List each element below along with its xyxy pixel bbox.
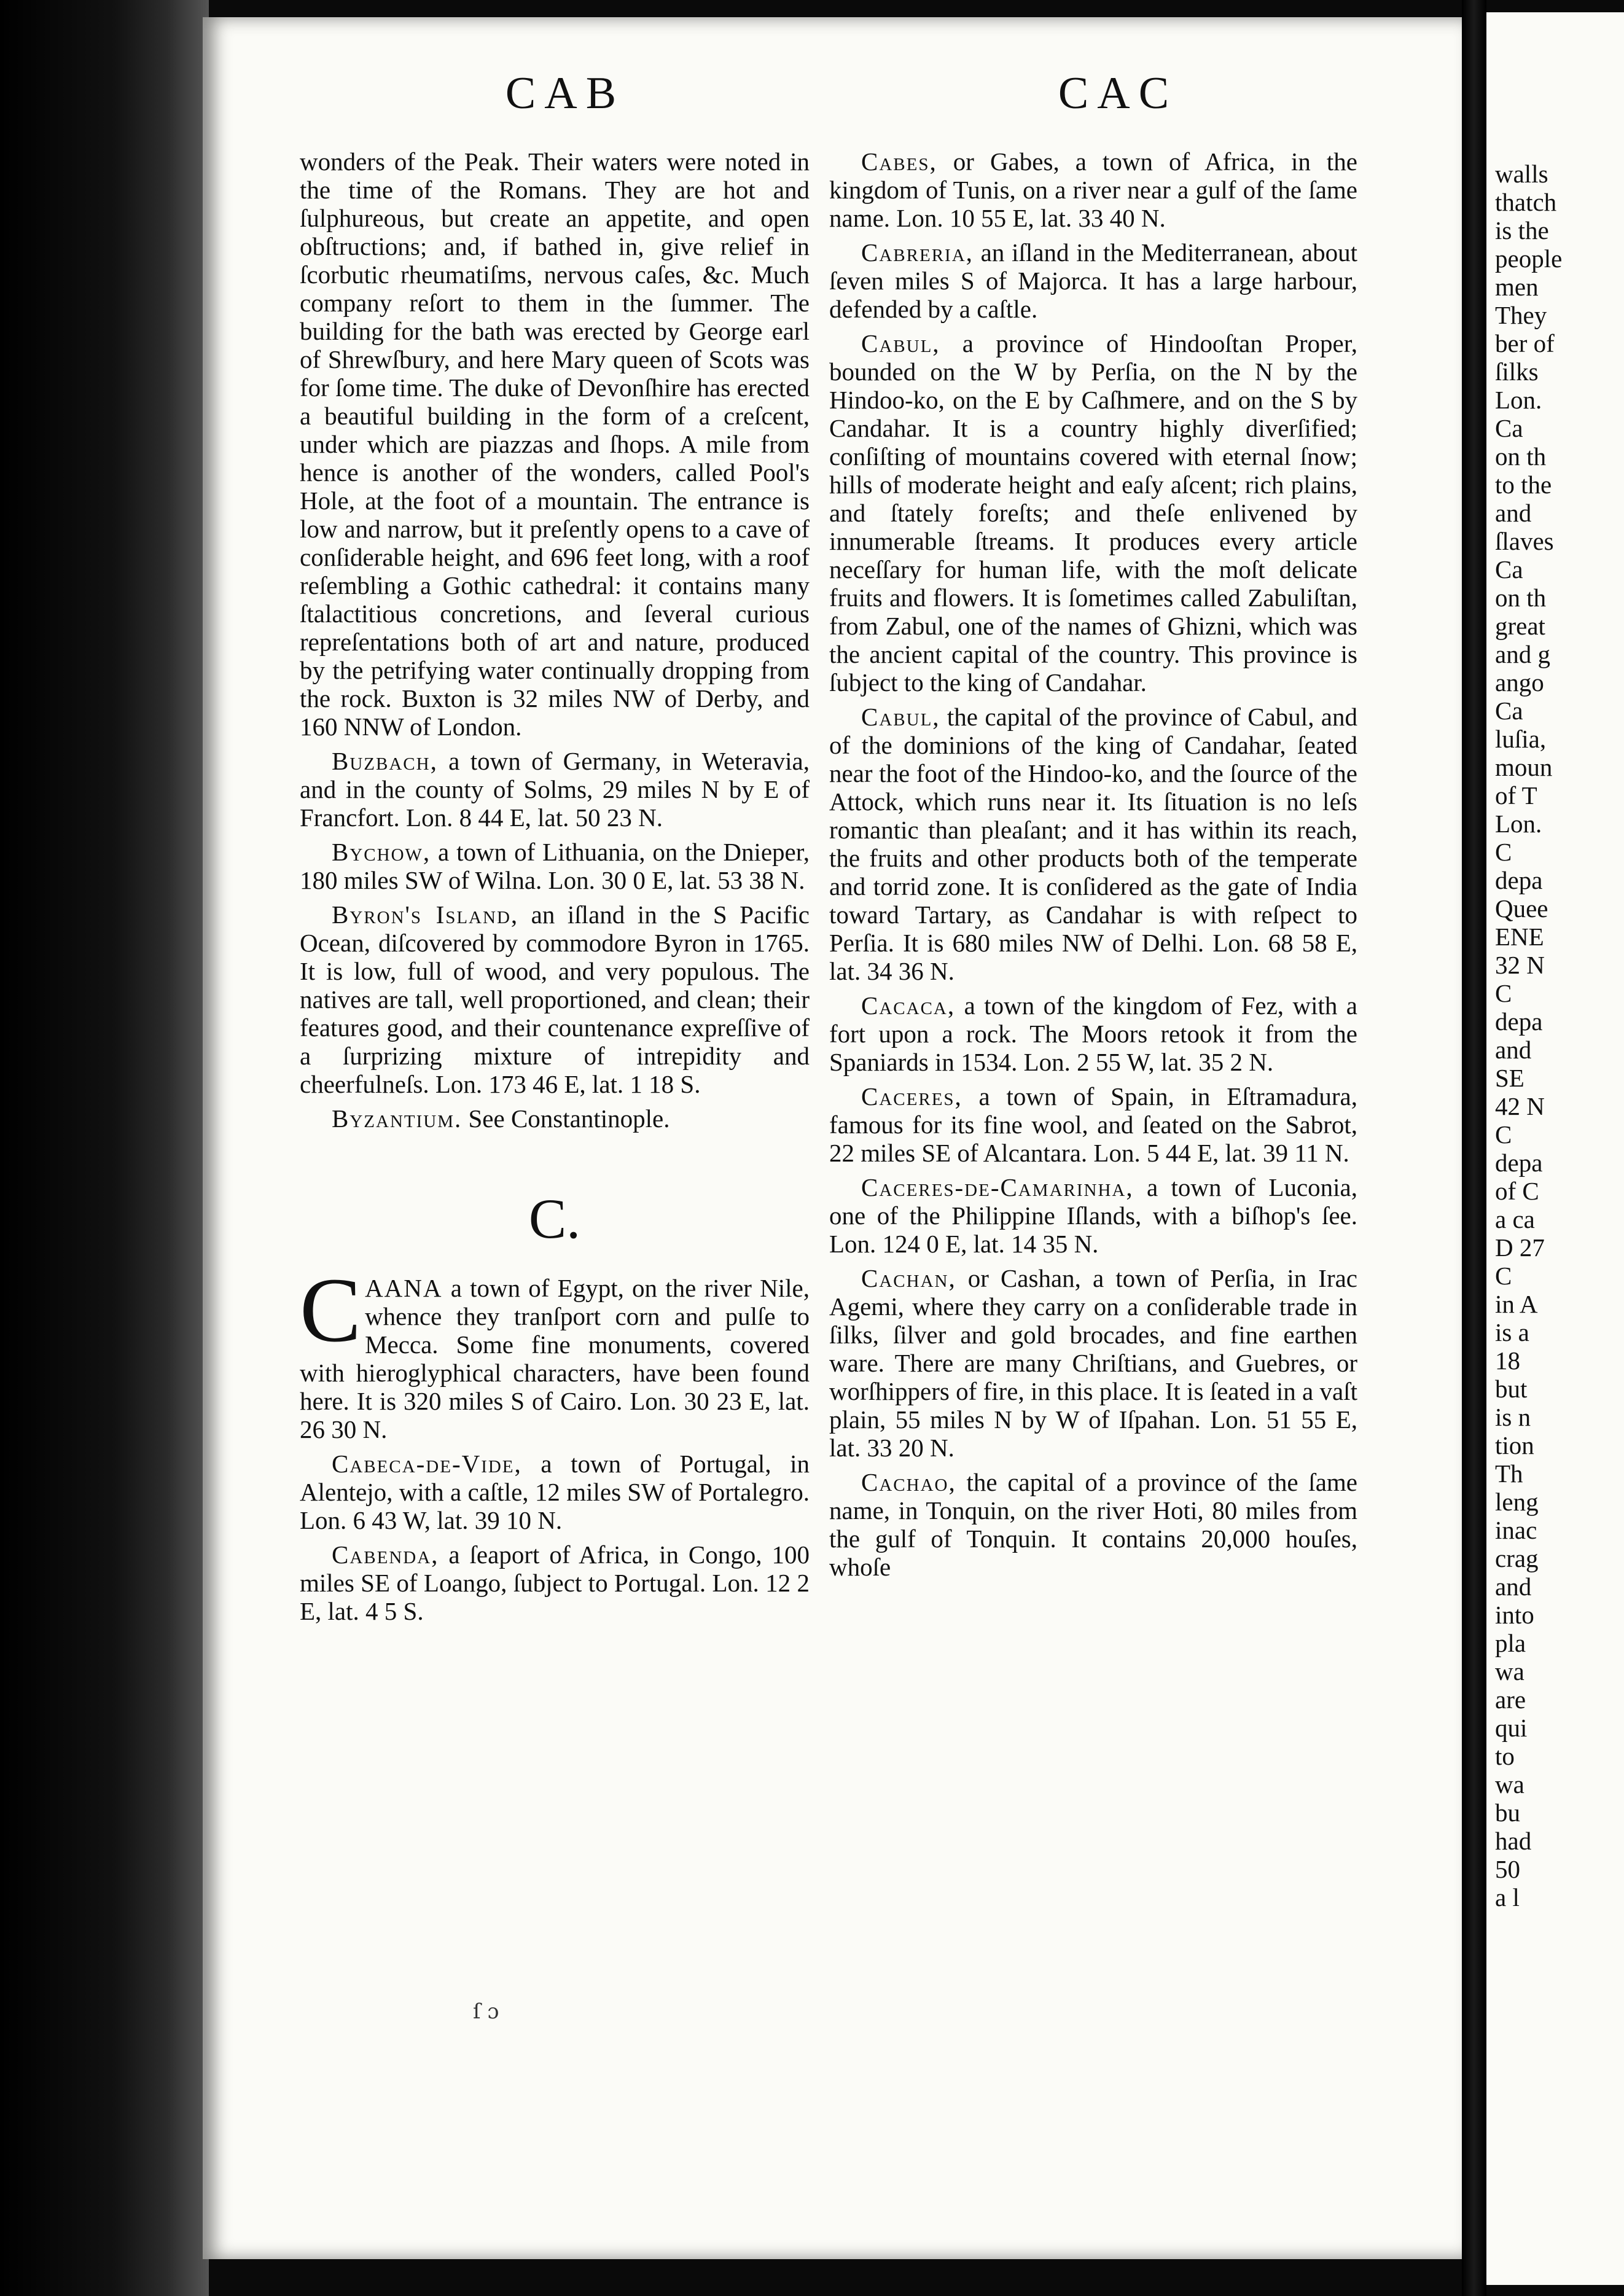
dictionary-entry: [829, 1468, 1357, 1581]
dictionary-entry: [829, 1264, 1357, 1462]
caana-entry: [300, 1259, 810, 1443]
entry-headword: Caceres,: [861, 1082, 962, 1111]
entry-headword: Bychow,: [332, 838, 431, 866]
section-letter: C.: [528, 1187, 581, 1250]
left-column: [300, 147, 810, 1631]
entry-headword: Cacaca,: [861, 991, 956, 1020]
entry-headword: Cachan,: [861, 1264, 956, 1292]
drop-cap: C: [300, 1259, 362, 1361]
entry-headword: Cabreria,: [861, 238, 974, 267]
entry-text: See Constantinople.: [462, 1104, 670, 1133]
entry-text: a town of Portugal, in Alentejo, with a caſtle, 12 miles SW of Portalegro. Lon. 6 43 W, lat. 39 10 N.: [300, 1450, 810, 1534]
entry-text: a town of Lithuania, on the Dnieper, 180 miles SW of Wilna. Lon. 30 0 E, lat. 53 38 N.: [300, 838, 810, 894]
entry-text: or Cashan, a town of Perſia, in Irac Agemi, where they carry on a conſiderable trade in ſilks, ſilver and gold brocades, and fine earthen ware. There are many Chriſtians, and Guebres, or worſhippers of fire, in this place. It is ſeated in a vaſt plain, 55 miles N by W of Iſpahan. Lon. 51 55 E, lat. 33 20 N.: [829, 1264, 1357, 1462]
entry-text: a ſeaport of Africa, in Congo, 100 miles SE of Loango, ſubject to Portugal. Lon. 12 2 E, lat. 4 5 S.: [300, 1540, 810, 1625]
book-gutter: [1462, 0, 1486, 2296]
dictionary-entry: [300, 1450, 810, 1534]
printer-mark: ſ ɔ: [473, 1999, 499, 2024]
continuation-paragraph: wonders of the Peak. Their waters were noted in the time of the Romans. They are hot and ſulphureous, but create an appetite, and open obſtructions; and, if bathed in, give relief in ſcorbutic rheumatiſms, nervous caſes, &c. Much company reſort to them in the ſummer. The building for the bath was erected by George earl of Shrewſbury, and here Mary queen of Scots was for ſome time. The duke of Devonſhire has erected a beautiful building in the form of a creſcent, under which are piazzas and ſhops. A mile from hence is another of the wonders, called Pool's Hole, at the foot of a mountain. The entrance is low and narrow, but it preſently opens to a cave of conſiderable height, and 696 feet long, with a roof reſembling a Gothic cathedral: it contains many ſtalactitious concretions, and ſeveral curious repreſentations both of art and nature, produced by the petrifying water continually dropping from the rock. Buxton is 32 miles NW of Derby, and 160 NNW of London.: [300, 147, 810, 741]
dictionary-entry: [829, 1082, 1357, 1167]
dictionary-entry: [829, 703, 1357, 985]
dictionary-entry: [829, 238, 1357, 323]
entry-headword: Byron's Island,: [332, 900, 519, 929]
dictionary-entry: [829, 1173, 1357, 1258]
entry-text: a town of the kingdom of Fez, with a fort upon a rock. The Moors retook it from the Spaniards in 1534. Lon. 2 55 W, lat. 35 2 N.: [829, 991, 1357, 1076]
entry-headword: Caceres-de-Camarinha,: [861, 1173, 1134, 1201]
dictionary-entry: [300, 1540, 810, 1625]
entry-headword: Cachao,: [861, 1468, 956, 1496]
running-head-right: CAC: [1058, 68, 1178, 119]
entry-text: the capital of a province of the ſame name, in Tonquin, on the river Hoti, 80 miles from the gulf of Tonquin. It contains 20,000 houſes, whoſe: [829, 1468, 1357, 1581]
entry-headword: Cabenda,: [332, 1540, 439, 1569]
entry-headword: Cabeca-de-Vide,: [332, 1450, 522, 1478]
right-entries: [829, 147, 1357, 1581]
entry-headword: AANA: [365, 1274, 443, 1302]
dictionary-entry: [829, 991, 1357, 1076]
book-edge: [0, 0, 209, 2296]
entry-headword: Byzantium.: [332, 1104, 463, 1133]
entry-text: or Gabes, a town of Africa, in the kingdom of Tunis, on a river near a gulf of the ſame name. Lon. 10 55 E, lat. 33 40 N.: [829, 147, 1357, 232]
entry-text: a town of Luconia, one of the Philippine Iſlands, with a biſhop's ſee. Lon. 124 0 E, lat. 14 35 N.: [829, 1173, 1357, 1258]
entry-text: an iſland in the Mediterranean, about ſeven miles S of Majorca. It has a large harbour, defended by a caſtle.: [829, 238, 1357, 323]
right-column: [829, 147, 1357, 1587]
entry-text: a town of Spain, in Eſtramadura, famous for its fine wool, and ſeated on the Sabrot, 22 miles SE of Alcantara. Lon. 5 44 E, lat. 39 11 N.: [829, 1082, 1357, 1167]
entry-text: a town of Egypt, on the river Nile, whence they tranſport corn and pulſe to Mecca. Some fine monuments, covered with hieroglyphical characters, have been found here. It is 320 miles S of Cairo. Lon. 30 23 E, lat. 26 30 N.: [300, 1274, 810, 1443]
entry-headword: Cabes,: [861, 147, 937, 176]
dictionary-entry: [300, 838, 810, 894]
facing-page: [1486, 12, 1624, 2285]
entry-headword: Cabul,: [861, 329, 940, 357]
entry-headword: Buzbach,: [332, 747, 438, 775]
running-head-left: CAB: [505, 68, 625, 119]
dictionary-entry: [829, 329, 1357, 697]
facing-page-text: walls thatch is the people men They ber of ſilks Lon. Ca on th to the and ſlaves Ca on th great and g ango Ca luſia, moun of T Lon. C depa Quee ENE 32 N C depa and SE 42 N C depa of C a ca D 27 C in A is a 18 but is n tion Th leng inac crag and into pla wa are qui to wa bu had 50 a l: [1495, 160, 1563, 1911]
dictionary-entry: [300, 900, 810, 1098]
entry-text: the capital of the province of Cabul, and of the dominions of the king of Candahar, ſeated near the foot of the Hindoo-ko, and the ſource of the Attock, which runs near it. Its ſituation is no leſs romantic than pleaſant; and it has within its reach, the fruits and other products both of the temperate and torrid zone. It is conſidered as the gate of India toward Tartary, as Candahar is with reſpect to Perſia. It is 680 miles NW of Delhi. Lon. 68 58 E, lat. 34 36 N.: [829, 703, 1357, 985]
entries-after-c: [300, 1450, 810, 1625]
dictionary-entry: [300, 1104, 810, 1133]
dictionary-entry: [300, 747, 810, 832]
entry-text: a province of Hindooſtan Proper, bounded on the W by Perſia, on the N by the Hindoo-ko, on the E by Caſhmere, and on the S by Candahar. It is a country highly diverſified; conſiſting of mountains covered with eternal ſnow; hills of moderate height and eaſy aſcent; rich plains, and ſtately foreſts; and theſe enlivened by innumerable ſtreams. It produces every article neceſſary for human life, with the moſt delicate fruits and flowers. It is ſometimes called Zabuliſtan, from Zabul, one of the names of Ghizni, which was the ancient capital of the country. This province is ſubject to the king of Candahar.: [829, 329, 1357, 697]
entries-before-c: [300, 747, 810, 1133]
entry-text: an iſland in the S Pacific Ocean, diſcovered by commodore Byron in 1765. It is low, full of wood, and very populous. The natives are tall, well proportioned, and clean; their features good, and their countenance expreſſive of a ſurprizing mixture of intrepidity and cheerfulneſs. Lon. 173 46 E, lat. 1 18 S.: [300, 900, 810, 1098]
entry-text: a town of Germany, in Weteravia, and in the county of Solms, 29 miles N by E of Francfort. Lon. 8 44 E, lat. 50 23 N.: [300, 747, 810, 832]
dictionary-entry: [829, 147, 1357, 232]
entry-headword: Cabul,: [861, 703, 940, 731]
